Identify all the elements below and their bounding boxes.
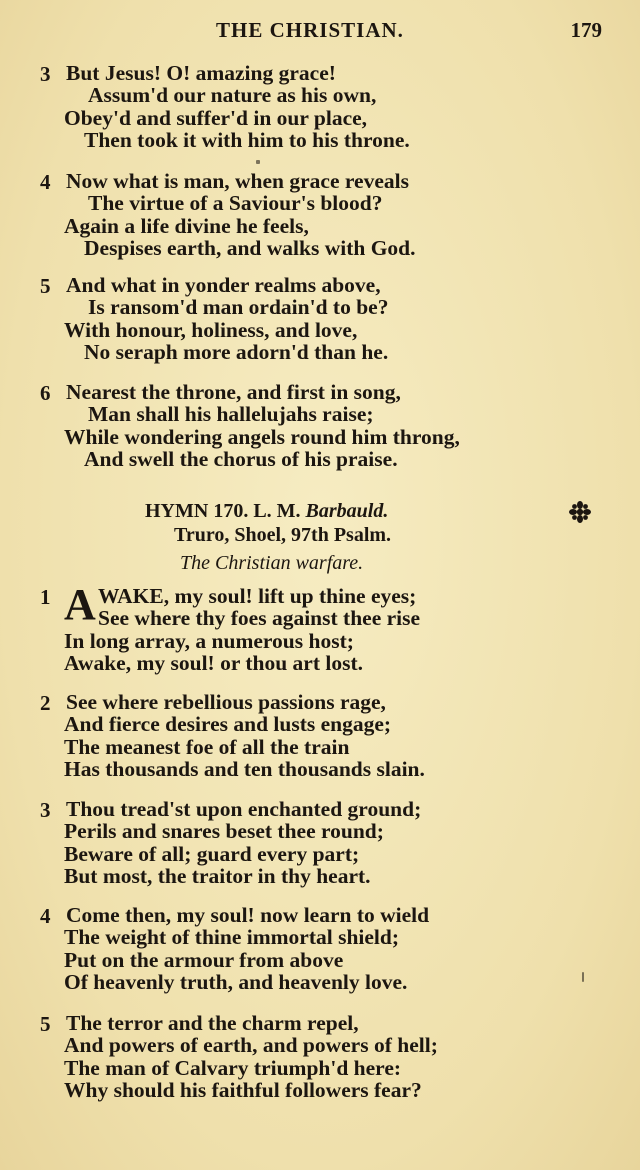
verse-line: Of heavenly truth, and heavenly love.: [64, 969, 408, 994]
verse-line: With honour, holiness, and love,: [64, 317, 358, 342]
verse-line: See where rebellious passions rage,: [66, 690, 386, 714]
verse-number: 1: [40, 585, 51, 609]
hymn-heading: [0, 500, 640, 580]
verse-line: The man of Calvary triumph'd here:: [64, 1055, 402, 1080]
verse-line: Assum'd our nature as his own,: [88, 83, 377, 108]
running-head: [0, 14, 640, 44]
verse-line: Obey'd and suffer'd in our place,: [64, 105, 368, 130]
page-number: 179: [570, 18, 602, 42]
verse-number: 3: [40, 62, 51, 86]
verse-line: Then took it with him to his throne.: [84, 127, 410, 152]
verse-number: 4: [40, 904, 51, 928]
verse-4-top: [0, 170, 600, 259]
flower-ornament-icon: [568, 500, 592, 524]
verse-number: 5: [40, 274, 51, 298]
verse-4-bottom: [0, 904, 600, 993]
ink-speck: [256, 160, 260, 164]
verse-line: Again a life divine he feels,: [64, 213, 309, 238]
verse-line: Thou tread'st upon enchanted ground;: [66, 797, 422, 821]
verse-line: And what in yonder realms above,: [66, 273, 381, 297]
verse-line: Why should his faithful followers fear?: [64, 1077, 422, 1102]
ink-speck: [582, 972, 584, 982]
verse-line: Put on the armour from above: [64, 947, 344, 972]
verse-3-bottom: [0, 798, 600, 887]
verse-line: The terror and the charm repel,: [66, 1011, 359, 1035]
verse-line: The weight of thine immortal shield;: [64, 925, 400, 950]
verse-line: Now what is man, when grace reveals: [66, 169, 409, 193]
verse-number: 3: [40, 798, 51, 822]
page-title: THE CHRISTIAN.: [216, 18, 404, 42]
verse-line: Man shall his hallelujahs raise;: [88, 402, 374, 427]
verse-number: 4: [40, 170, 51, 194]
verse-line: Has thousands and ten thousands slain.: [64, 756, 425, 781]
verse-line: Come then, my soul! now learn to wield: [66, 903, 430, 927]
verse-line: In long array, a numerous host;: [64, 628, 354, 653]
hymn-title-line: [145, 500, 388, 523]
verse-line: And powers of earth, and powers of hell;: [64, 1033, 438, 1058]
verse-1-bottom: [0, 580, 600, 675]
verse-line: See where thy foes against thee rise: [98, 606, 421, 631]
verse-line: The virtue of a Saviour's blood?: [88, 191, 383, 216]
verse-number: 5: [40, 1012, 51, 1036]
verse-number: 2: [40, 691, 51, 715]
verse-line: WAKE, my soul! lift up thine eyes;: [98, 584, 417, 608]
verse-3-top: [0, 62, 600, 151]
verse-line: No seraph more adorn'd than he.: [84, 339, 389, 364]
verse-line: Perils and snares beset thee round;: [64, 819, 384, 844]
verse-6-top: [0, 381, 600, 470]
verse-line: But most, the traitor in thy heart.: [64, 863, 371, 888]
verse-5-top: [0, 274, 600, 363]
verse-line: And swell the chorus of his praise.: [84, 446, 398, 471]
hymn-author: Barbauld.: [305, 500, 389, 522]
verse-line: Awake, my soul! or thou art lost.: [64, 650, 364, 675]
verse-number: 6: [40, 381, 51, 405]
verse-2-bottom: [0, 691, 600, 780]
verse-line: The meanest foe of all the train: [64, 734, 350, 759]
drop-cap: A: [64, 580, 96, 629]
verse-line: Is ransom'd man ordain'd to be?: [88, 295, 389, 320]
hymn-tunes: Truro, Shoel, 97th Psalm.: [174, 524, 392, 546]
verse-line: Despises earth, and walks with God.: [84, 235, 416, 260]
verse-line: But Jesus! O! amazing grace!: [66, 61, 336, 85]
hymn-subject: The Christian warfare.: [180, 552, 364, 574]
hymn-number-meter: HYMN 170. L. M.: [145, 500, 301, 522]
verse-line: Nearest the throne, and first in song,: [66, 380, 401, 404]
verse-5-bottom: [0, 1012, 600, 1101]
verse-line: Beware of all; guard every part;: [64, 841, 360, 866]
verse-line: While wondering angels round him throng,: [64, 424, 460, 449]
verse-line: And fierce desires and lusts engage;: [64, 712, 392, 737]
